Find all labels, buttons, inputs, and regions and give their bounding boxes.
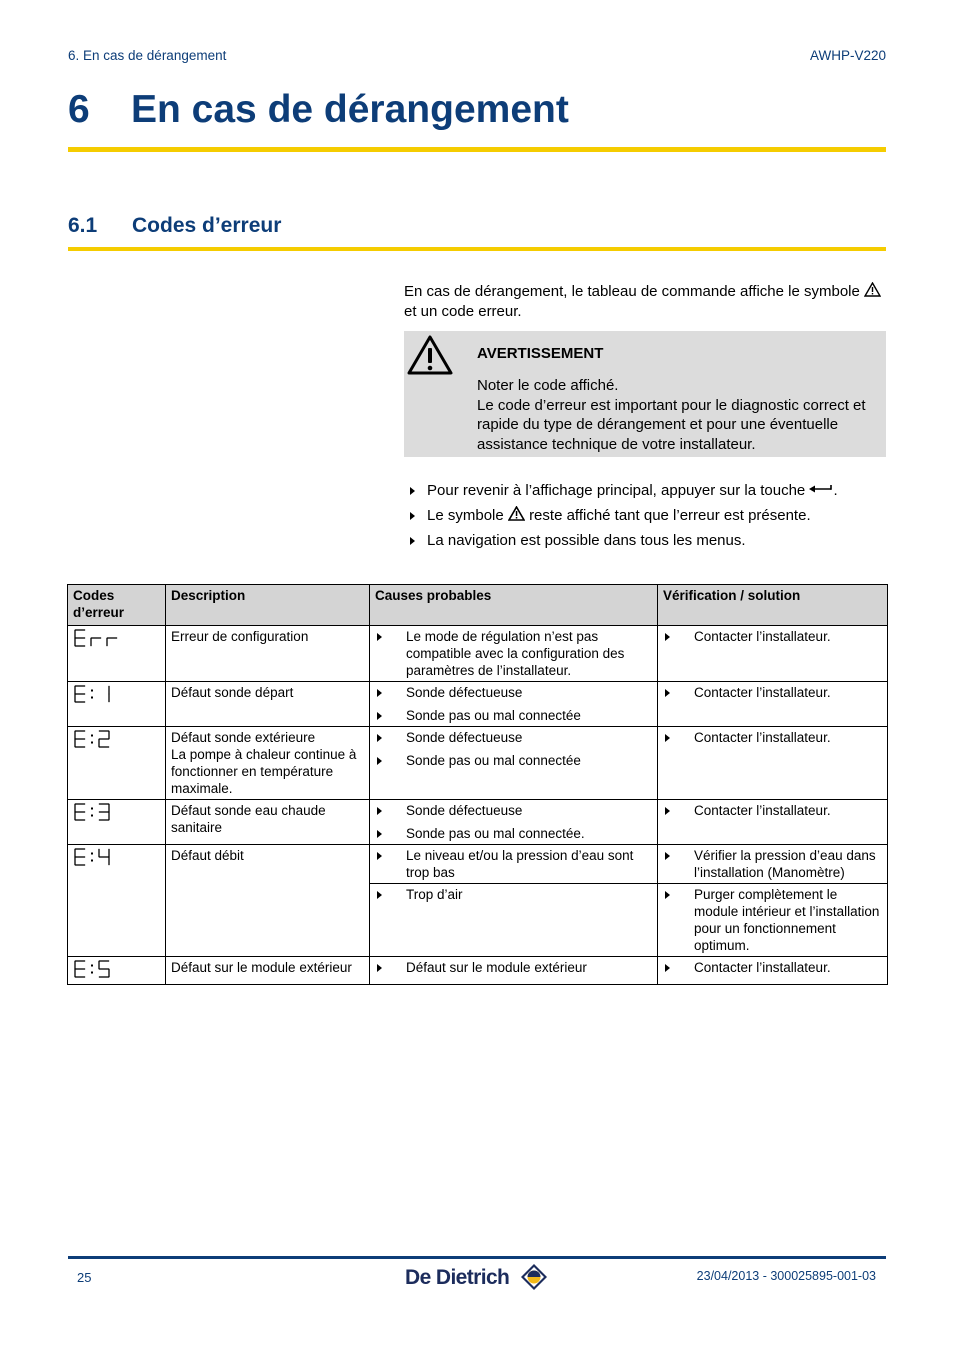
- error-code-display-icon: [73, 629, 161, 651]
- description-cell: [166, 800, 370, 845]
- description-cell-text: Défaut débit: [171, 848, 244, 863]
- bullet-arrow-icon: [377, 689, 382, 697]
- error-code-cell: [68, 800, 166, 845]
- list-item: [663, 959, 883, 976]
- enter-arrow-icon: [809, 484, 833, 494]
- section-title: [68, 214, 281, 238]
- error-code-cell: [68, 957, 166, 985]
- list-item: [375, 886, 653, 903]
- list-item: [404, 481, 886, 506]
- column-header-description: Description: [166, 585, 370, 626]
- bullet-arrow-icon: [377, 964, 382, 972]
- list-item: [375, 729, 653, 746]
- warning-triangle-icon: [508, 506, 525, 521]
- description-cell-text: La pompe à chaleur continue à fonctionner en température maximale.: [171, 747, 357, 796]
- bullet-arrow-icon: [665, 807, 670, 815]
- warning-body: [477, 376, 883, 454]
- error-code-cell: [68, 682, 166, 727]
- solution-cell: [658, 884, 888, 957]
- list-item: [375, 752, 653, 769]
- intro-text-before: En cas de dérangement, le tableau de commande affiche le symbole: [404, 283, 860, 300]
- list-item-text: Contacter l’installateur.: [694, 730, 831, 745]
- bullet-arrow-icon: [665, 633, 670, 641]
- list-item-text: Sonde défectueuse: [406, 803, 523, 818]
- list-item-text: Contacter l’installateur.: [694, 803, 831, 818]
- warning-triangle-icon: [864, 282, 881, 297]
- bullet-arrow-icon: [377, 891, 382, 899]
- table-row: [68, 626, 888, 682]
- list-item: [663, 847, 883, 881]
- bullet-arrow-icon: [410, 537, 415, 545]
- instruction-list: [404, 481, 886, 556]
- list-item: [375, 959, 653, 976]
- bullet-arrow-icon: [377, 852, 382, 860]
- intro-text-after: et un code erreur.: [404, 303, 522, 320]
- error-code-cell: [68, 845, 166, 957]
- list-item-text: Contacter l’installateur.: [694, 685, 831, 700]
- bullet-arrow-icon: [665, 734, 670, 742]
- logo-wordmark: De Dietrich: [405, 1266, 510, 1289]
- solution-cell: [658, 727, 888, 800]
- solution-cell: [658, 845, 888, 884]
- list-item: [404, 531, 886, 556]
- description-cell: [166, 727, 370, 800]
- list-item-text: Sonde pas ou mal connectée.: [406, 826, 585, 841]
- list-item-text: Trop d’air: [406, 887, 463, 902]
- error-code-display-icon: [73, 803, 161, 825]
- list-item: [404, 506, 886, 531]
- column-header-solution: Vérification / solution: [658, 585, 888, 626]
- chapter-number: 6: [68, 88, 90, 131]
- list-item-text: Pour revenir à l’affichage principal, appuyer sur la touche: [427, 482, 806, 499]
- section-number: 6.1: [68, 214, 98, 237]
- list-item-text: Contacter l’installateur.: [694, 960, 831, 975]
- bullet-arrow-icon: [410, 512, 415, 520]
- bullet-arrow-icon: [410, 487, 415, 495]
- list-item: [375, 684, 653, 701]
- solution-cell: [658, 800, 888, 845]
- table-row: [68, 682, 888, 727]
- error-codes-table: [67, 584, 888, 985]
- list-item-text: Le mode de régulation n’est pas compatible avec la configuration des paramètres de l’installateur.: [406, 629, 625, 678]
- causes-cell: [370, 727, 658, 800]
- list-item-text: La navigation est possible dans tous les menus.: [427, 532, 746, 549]
- de-dietrich-logo: [405, 1262, 551, 1294]
- list-item-text-end: reste affiché tant que l’erreur est présente.: [529, 507, 811, 524]
- bullet-arrow-icon: [377, 633, 382, 641]
- list-item-text: Le symbole: [427, 507, 504, 524]
- description-cell-text: Défaut sonde eau chaude sanitaire: [171, 803, 326, 835]
- description-cell-text: Défaut sonde extérieure: [171, 730, 316, 745]
- column-header-causes: Causes probables: [370, 585, 658, 626]
- bullet-arrow-icon: [665, 891, 670, 899]
- bullet-arrow-icon: [377, 807, 382, 815]
- error-code-display-icon: [73, 960, 161, 982]
- error-code-display-icon: [73, 685, 161, 707]
- description-cell: [166, 957, 370, 985]
- bullet-arrow-icon: [377, 712, 382, 720]
- table-row: [68, 845, 888, 884]
- description-cell-text: Défaut sonde départ: [171, 685, 294, 700]
- description-cell: [166, 845, 370, 957]
- error-code-display-icon: [73, 730, 161, 752]
- list-item-text: Sonde pas ou mal connectée: [406, 708, 581, 723]
- causes-cell: [370, 626, 658, 682]
- description-cell-text: Erreur de configuration: [171, 629, 309, 644]
- list-item-text: Vérifier la pression d’eau dans l’installation (Manomètre): [694, 848, 876, 880]
- list-item: [375, 825, 653, 842]
- warning-line-2: Le code d’erreur est important pour le diagnostic correct et rapide du type de dérangement et pour une éventuelle assistance technique de votre installateur.: [477, 396, 866, 453]
- list-item: [663, 886, 883, 954]
- solution-cell: [658, 682, 888, 727]
- list-item-text: Purger complètement le module intérieur et l’installation pour un fonctionnement optimum.: [694, 887, 880, 953]
- column-header-codes: Codes d’erreur: [68, 585, 166, 626]
- description-cell-text: Défaut sur le module extérieur: [171, 960, 352, 975]
- bullet-arrow-icon: [377, 734, 382, 742]
- list-item: [375, 847, 653, 881]
- solution-cell: [658, 957, 888, 985]
- list-item: [375, 707, 653, 724]
- bullet-arrow-icon: [665, 964, 670, 972]
- causes-cell: [370, 800, 658, 845]
- causes-cell: [370, 957, 658, 985]
- list-item-text: Contacter l’installateur.: [694, 629, 831, 644]
- list-item-text: Le niveau et/ou la pression d’eau sont trop bas: [406, 848, 634, 880]
- section-title-text: Codes d’erreur: [132, 214, 282, 237]
- page-number: 25: [77, 1270, 92, 1285]
- running-header-section: 6. En cas de dérangement: [68, 48, 227, 63]
- bullet-arrow-icon: [377, 830, 382, 838]
- list-item: [663, 628, 883, 645]
- error-code-cell: [68, 727, 166, 800]
- table-row: [68, 727, 888, 800]
- section-rule: [68, 247, 886, 251]
- list-item: [375, 628, 653, 679]
- document-reference: 23/04/2013 - 300025895-001-03: [696, 1269, 876, 1283]
- chapter-title-text: En cas de dérangement: [131, 88, 569, 131]
- causes-cell: [370, 884, 658, 957]
- bullet-arrow-icon: [665, 852, 670, 860]
- table-row: [68, 800, 888, 845]
- list-item-text-end: .: [833, 482, 838, 499]
- warning-box: [404, 331, 886, 457]
- warning-triangle-icon: [406, 334, 454, 376]
- list-item: [375, 802, 653, 819]
- footer-rule: [68, 1256, 886, 1259]
- bullet-arrow-icon: [665, 689, 670, 697]
- table-header-row: [68, 585, 888, 626]
- intro-paragraph: [404, 282, 886, 322]
- list-item-text: Défaut sur le module extérieur: [406, 960, 587, 975]
- error-code-cell: [68, 626, 166, 682]
- solution-cell: [658, 626, 888, 682]
- causes-cell: [370, 682, 658, 727]
- bullet-arrow-icon: [377, 757, 382, 765]
- error-code-display-icon: [73, 848, 161, 870]
- description-cell: [166, 682, 370, 727]
- list-item: [663, 684, 883, 701]
- warning-title: AVERTISSEMENT: [477, 345, 604, 362]
- causes-cell: [370, 845, 658, 884]
- chapter-title: [68, 88, 569, 132]
- running-header-model: AWHP-V220: [809, 48, 886, 63]
- list-item-text: Sonde défectueuse: [406, 730, 523, 745]
- description-cell: [166, 626, 370, 682]
- list-item: [663, 802, 883, 819]
- table-row: [68, 957, 888, 985]
- list-item-text: Sonde défectueuse: [406, 685, 523, 700]
- warning-line-1: Noter le code affiché.: [477, 377, 619, 394]
- list-item-text: Sonde pas ou mal connectée: [406, 753, 581, 768]
- list-item: [663, 729, 883, 746]
- chapter-rule: [68, 147, 886, 152]
